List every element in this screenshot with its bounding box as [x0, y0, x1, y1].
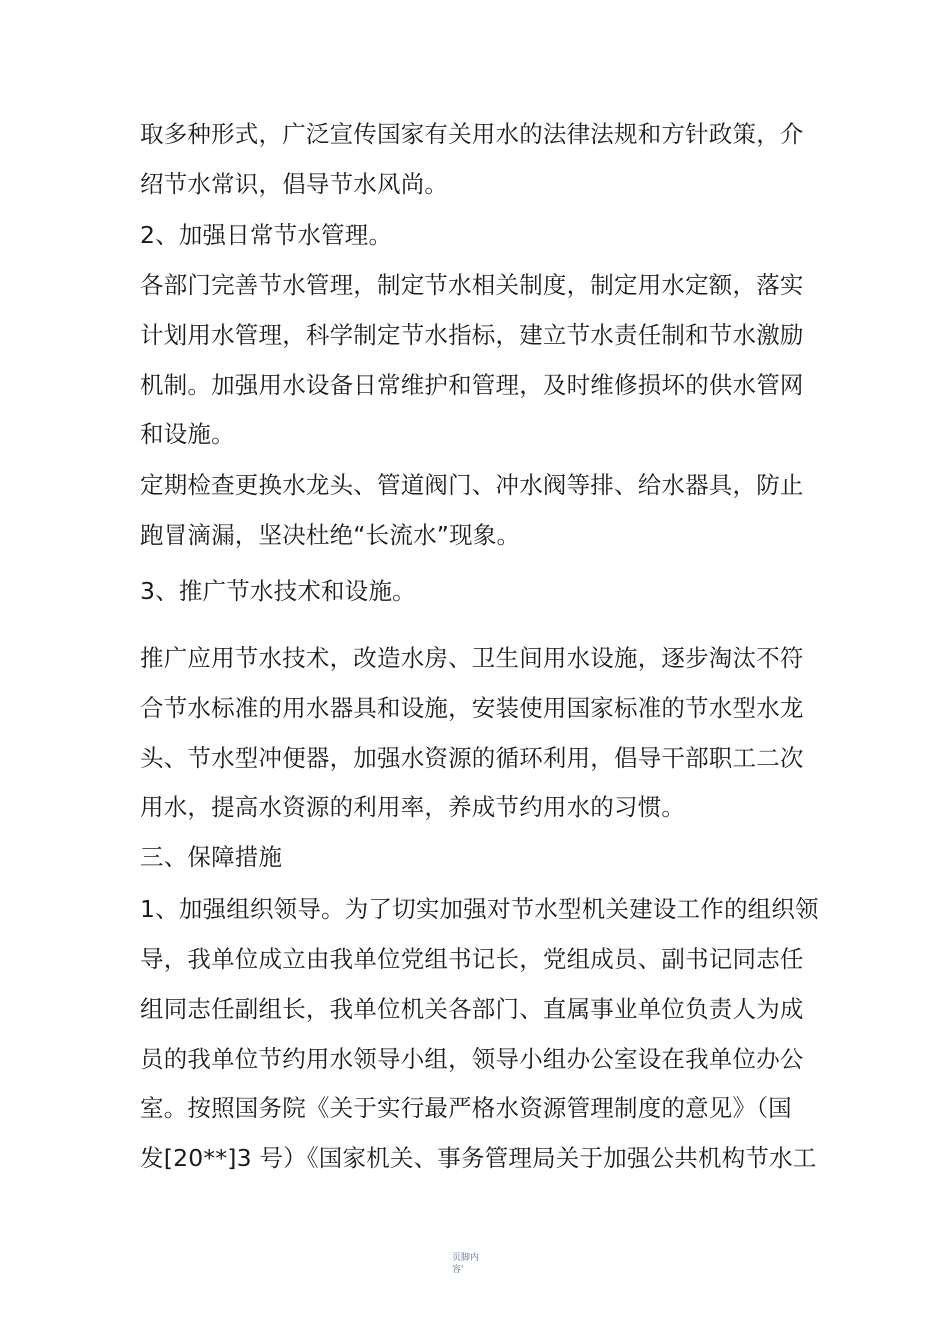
text-line: 合节水标准的用水器具和设施，安装使用国家标准的节水型水龙: [140, 694, 804, 722]
text-line: 组同志任副组长，我单位机关各部门、直属事业单位负责人为成: [140, 995, 804, 1023]
text-line: 1、加强组织领导。为了切实加强对节水型机关建设工作的组织领: [140, 895, 819, 923]
page-footer: [452, 1252, 492, 1276]
text-line: 定期检查更换水龙头、管道阀门、冲水阀等排、给水器具，防止: [140, 471, 804, 499]
text-line: 和设施。: [140, 420, 235, 448]
text-line: 计划用水管理，科学制定节水指标，建立节水责任制和节水激励: [140, 321, 804, 349]
footer-text: 容': [452, 1265, 464, 1275]
text-line: 推广应用节水技术，改造水房、卫生间用水设施，逐步淘汰不符: [140, 644, 804, 672]
text-line: 取多种形式，广泛宣传国家有关用水的法律法规和方针政策，介: [140, 120, 804, 148]
text-line: 发[20**]3 号）《国家机关、事务管理局关于加强公共机构节水工: [140, 1144, 817, 1172]
text-line: 各部门完善节水管理，制定节水相关制度，制定用水定额，落实: [140, 271, 804, 299]
text-line: 跑冒滴漏，坚决杜绝“长流水”现象。: [140, 521, 521, 549]
text-line: 绍节水常识，倡导节水风尚。: [140, 170, 449, 198]
text-line: 用水，提高水资源的利用率，养成节约用水的习惯。: [140, 793, 686, 821]
text-line: 员的我单位节约用水领导小组，领导小组办公室设在我单位办公: [140, 1045, 804, 1073]
section-heading: 2、加强日常节水管理。: [140, 221, 393, 249]
text-line: 室。按照国务院《关于实行最严格水资源管理制度的意见》（国: [140, 1094, 792, 1122]
section-heading: 三、保障措施: [140, 843, 283, 871]
text-line: 头、节水型冲便器，加强水资源的循环利用，倡导干部职工二次: [140, 744, 804, 772]
text-line: 导，我单位成立由我单位党组书记长，党组成员、副书记同志任: [140, 945, 804, 973]
text-line: 机制。加强用水设备日常维护和管理，及时维修损坏的供水管网: [140, 371, 804, 399]
section-heading: 3、推广节水技术和设施。: [140, 577, 416, 605]
footer-text: 页脚内: [452, 1253, 480, 1263]
